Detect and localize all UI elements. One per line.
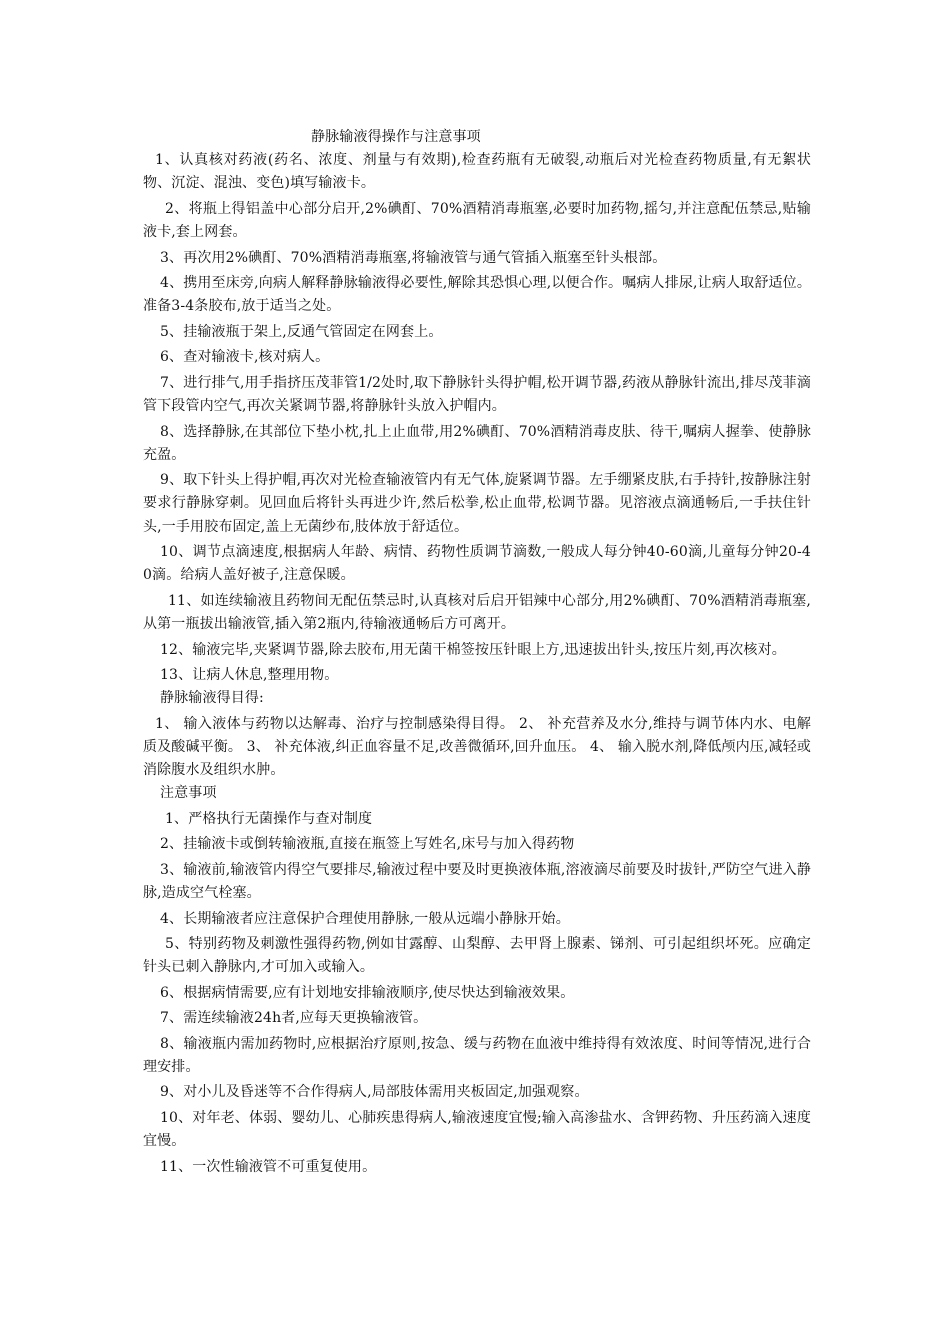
step-5: 5、挂输液瓶于架上,反通气管固定在网套上。: [160, 323, 443, 340]
step-11: 11、如连续输液且药物间无配伍禁忌时,认真核对后启开铝辣中心部分,用2%碘酊、70%酒精消毒瓶塞,从第一瓶拔出输液管,插入第2瓶内,待输液通畅后方可离开。: [143, 592, 811, 633]
step-2: 2、将瓶上得铝盖中心部分启开,2%碘酊、70%酒精消毒瓶塞,必要时加药物,摇匀,并注意配伍禁忌,贴输液卡,套上网套。: [143, 200, 811, 241]
note-7: 7、需连续输液24h者,应每天更换输液管。: [160, 1010, 428, 1027]
note-3: 3、输液前,输液管内得空气要排尽,输液过程中要及时更换液体瓶,溶液滴尽前要及时拔针,严防空气进入静脉,造成空气栓塞。: [143, 861, 811, 902]
purpose-heading: 静脉输液得目得:: [160, 690, 264, 707]
note-1: 1、严格执行无菌操作与查对制度: [165, 810, 373, 827]
note-2: 2、挂输液卡或倒转输液瓶,直接在瓶签上写姓名,床号与加入得药物: [160, 836, 575, 853]
purpose-text: 1、 输入液体与药物以达解毒、治疗与控制感染得目得。 2、 补充营养及水分,维持与调节体内水、电解质及酸碱平衡。 3、 补充体液,纠正血容量不足,改善微循环,回升血压。 4、 输入脱水剂,降低颅内压,减轻或消除腹水及组织水肿。: [143, 715, 811, 779]
step-7: 7、进行排气,用手指挤压茂菲管1/2处时,取下静脉针头得护帽,松开调节器,药液从静脉针流出,排尽茂菲滴管下段管内空气,再次关紧调节器,将静脉针头放入护帽内。: [143, 374, 811, 415]
step-6: 6、查对输液卡,核对病人。: [160, 349, 330, 366]
note-4: 4、长期输液者应注意保护合理使用静脉,一般从远端小静脉开始。: [160, 910, 570, 927]
note-11: 11、一次性输液管不可重复使用。: [160, 1158, 377, 1175]
step-4: 4、携用至床旁,向病人解释静脉输液得必要性,解除其恐惧心理,以便合作。嘱病人排尿,让病人取舒适位。准备3-4条胶布,放于适当之处。: [143, 275, 811, 315]
step-10: 10、调节点滴速度,根据病人年龄、病情、药物性质调节滴数,一般成人每分钟40-60滴,儿童每分钟20-40滴。给病人盖好被子,注意保暖。: [143, 544, 811, 584]
step-9: 9、取下针头上得护帽,再次对光检查输液管内有无气体,旋紧调节器。左手绷紧皮肤,右手持针,按静脉注射要求行静脉穿刺。见回血后将针头再进少许,然后松拳,松止血带,松调节器。见溶液点滴通畅后,一手扶住针头,一手用胶布固定,盖上无菌纱布,肢体放于舒适位。: [143, 472, 811, 535]
note-10: 10、对年老、体弱、婴幼儿、心肺疾患得病人,输液速度宜慢;输入高渗盐水、含钾药物、升压药滴入速度宜慢。: [143, 1109, 811, 1150]
step-8: 8、选择静脉,在其部位下垫小枕,扎上止血带,用2%碘酊、70%酒精消毒皮肤、待干,嘱病人握拳、使静脉充盈。: [143, 423, 811, 463]
note-5: 5、特别药物及刺激性强得药物,例如甘露醇、山梨醇、去甲肾上腺素、锑剂、可引起组织坏死。应确定针头已刺入静脉内,才可加入或输入。: [143, 936, 811, 976]
note-9: 9、对小儿及昏迷等不合作得病人,局部肢体需用夹板固定,加强观察。: [160, 1084, 589, 1101]
step-13: 13、让病人休息,整理用物。: [160, 667, 339, 684]
step-3: 3、再次用2%碘酊、70%酒精消毒瓶塞,将输液管与通气管插入瓶塞至针头根部。: [160, 249, 667, 266]
document-body: [143, 126, 811, 1179]
document-title: 静脉输液得操作与注意事项: [311, 129, 481, 145]
step-1: 1、认真核对药液(药名、浓度、剂量与有效期),检查药瓶有无破裂,动瓶后对光检查药物质量,有无絮状物、沉淀、混浊、变色)填写输液卡。: [143, 152, 811, 192]
step-12: 12、输液完毕,夹紧调节器,除去胶布,用无菌干棉签按压针眼上方,迅速拔出针头,按压片刻,再次核对。: [160, 641, 786, 658]
note-6: 6、根据病情需要,应有计划地安排输液顺序,使尽快达到输液效果。: [160, 984, 575, 1001]
notes-heading: 注意事项: [160, 785, 217, 802]
note-8: 8、输液瓶内需加药物时,应根据治疗原则,按急、缓与药物在血液中维持得有效浓度、时间等情况,进行合理安排。: [143, 1035, 811, 1075]
